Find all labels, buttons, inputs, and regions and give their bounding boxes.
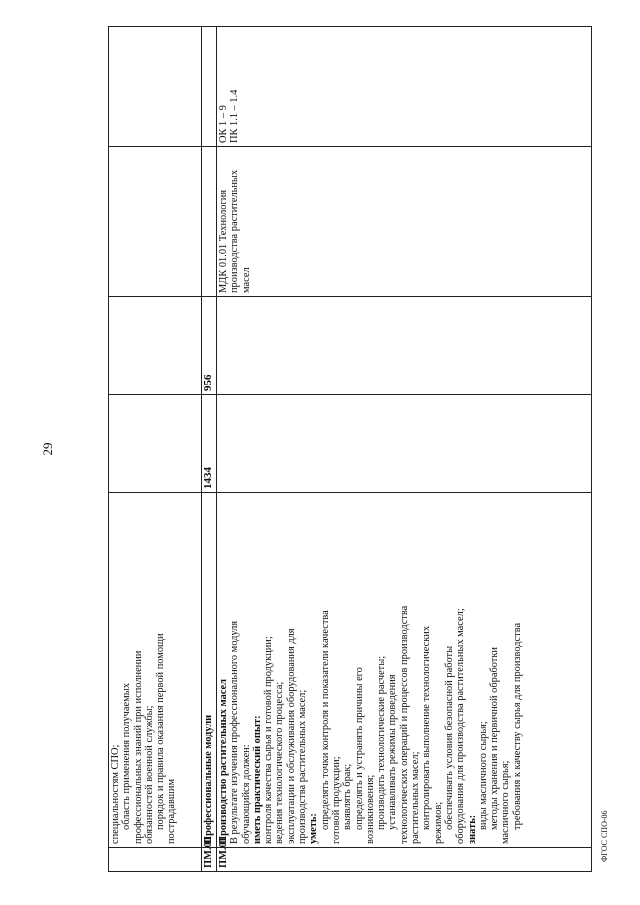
- rotated-table-page: [108, 27, 592, 872]
- page-number: 29: [40, 442, 55, 456]
- pm01-title: Производство растительных масел: [218, 679, 229, 844]
- pm01-line: возникновения;: [364, 774, 376, 844]
- pm00-code: ПМ.00: [202, 848, 217, 872]
- cont-line: пострадавшим: [166, 778, 178, 844]
- cont-line: специальностям СПО;: [110, 744, 121, 844]
- pm01-pk: ПК 1.1 – 1.4: [229, 89, 241, 143]
- pm01-content: [217, 493, 592, 848]
- pm01-line: обучающийся должен:: [240, 744, 252, 844]
- pm01-line: В результате изучения профессионального модуля: [229, 620, 241, 844]
- pm01-line: контролировать выполнение технологических: [421, 625, 433, 830]
- pm01-mdk: МДК 01.01 Технология производства растительных масел: [217, 147, 592, 297]
- pm01-line: иметь практический опыт:: [251, 715, 263, 844]
- pm01-ok: ОК 1 – 9: [218, 105, 229, 143]
- table-row-continuation: [109, 27, 202, 872]
- cell-competencies: [109, 27, 202, 147]
- pm01-total: [217, 395, 592, 493]
- pm01-line: оборудования для производства растительных масел;: [455, 608, 467, 844]
- cell-code: [109, 848, 202, 872]
- pm00-obligatory: 956: [202, 297, 217, 395]
- cell-obligatory: [109, 297, 202, 395]
- pm01-line: устанавливать режимы проведения: [387, 674, 399, 830]
- footer-code: ФГОС СПО-06: [600, 810, 609, 862]
- pm01-obligatory: [217, 297, 592, 395]
- pm01-line: растительных масел;: [410, 751, 422, 844]
- cont-line: область применения получаемых: [121, 683, 133, 830]
- pm01-line: производства растительных масел;: [297, 689, 309, 844]
- pm00-total: 1434: [202, 395, 217, 493]
- table-row-pm00: [202, 27, 217, 872]
- cell-discipline: [109, 147, 202, 297]
- pm01-code: ПМ.01: [217, 848, 592, 872]
- pm01-line: требования к качеству сырья для производства: [511, 622, 523, 830]
- cont-line: обязанностей военной службы;: [143, 705, 155, 844]
- cell-total: [109, 395, 202, 493]
- pm01-line: методы хранения и первичной обработки: [489, 647, 501, 830]
- pm01-line: производить технологические расчеты;: [376, 655, 388, 830]
- pm01-line: контроля качества сырья и готовой продукции;: [263, 636, 275, 844]
- pm01-line: выявлять брак;: [342, 763, 354, 830]
- cont-line: порядок и правила оказания первой помощи: [155, 633, 167, 830]
- pm01-line: готовой продукции;: [330, 756, 342, 844]
- pm01-line: эксплуатации и обслуживания оборудования для: [285, 628, 297, 844]
- pm01-line: определять точки контроля и показатели качества: [319, 610, 331, 830]
- cell-content: [109, 493, 202, 848]
- pm01-line: ведения технологического процесса;: [274, 681, 286, 844]
- pm01-line: виды масличного сырья;: [477, 721, 489, 830]
- pm01-line: масличного сырья;: [500, 760, 512, 844]
- cont-line: профессиональных знаний при исполнении: [132, 650, 144, 844]
- pm00-discipline: [202, 147, 217, 297]
- pm01-line: определять и устранять причины его: [353, 667, 365, 830]
- pm01-line: знать:: [466, 814, 478, 844]
- pm01-line: режимов;: [432, 801, 444, 844]
- pm00-title: Профессиональные модули: [202, 493, 217, 848]
- pm01-line: обеспечивать условия безопасной работы: [443, 645, 455, 830]
- pm01-competencies: [217, 27, 592, 147]
- pm00-competencies: [202, 27, 217, 147]
- curriculum-table: [108, 26, 592, 872]
- pm01-line: технологических операций и процессов производства: [398, 605, 410, 844]
- pm01-line: уметь:: [308, 813, 320, 844]
- table-row-pm01: [217, 27, 592, 872]
